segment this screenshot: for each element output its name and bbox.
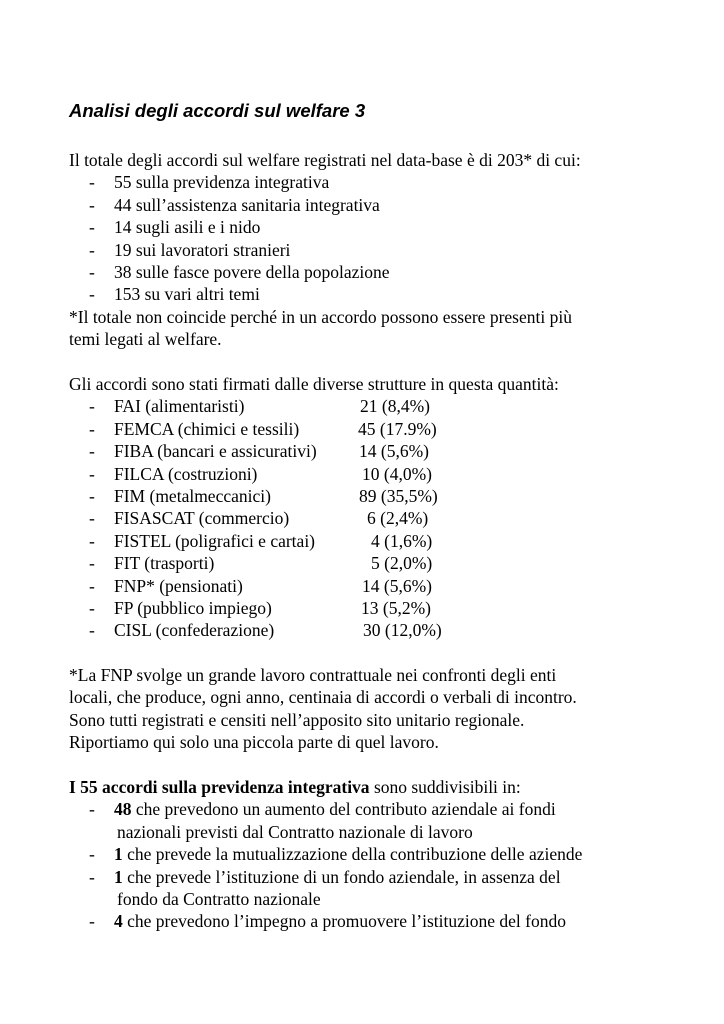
structures-intro: Gli accordi sono stati firmati dalle diverse strutture in questa quantità: xyxy=(69,374,559,394)
fnp-note-line-1: *La FNP svolge un grande lavoro contrattuale nei confronti degli enti xyxy=(69,665,557,685)
dash-marker: - xyxy=(89,553,95,574)
dash-marker: - xyxy=(89,463,95,484)
fnp-note-line-4: Riportiamo qui solo una piccola parte di quel lavoro. xyxy=(69,732,439,753)
item-count: 1 xyxy=(114,844,123,865)
document-title: Analisi degli accordi sul welfare 3 xyxy=(69,100,366,121)
dash-marker: - xyxy=(89,284,95,305)
structure-value: 5 (2,0%) xyxy=(371,553,433,574)
structure-value: 89 (35,5%) xyxy=(359,485,438,506)
structure-name: FAI (alimentaristi) xyxy=(114,396,245,417)
dash-marker: - xyxy=(89,194,95,215)
structure-value: 13 (5,2%) xyxy=(361,597,431,618)
dash-marker: - xyxy=(89,911,95,932)
dash-marker: - xyxy=(89,866,95,887)
document-page: Analisi degli accordi sul welfare 3 Il totale degli accordi sul welfare registrati nel data-base è di 203* di cui: - 55 sulla previdenza integrativa - 44 sull’assistenza sanitaria integrativa - 14 sugli asili e i nido - 19 sui lavoratori stranieri - 38 sulle fasce povere della popolazione - 153 su vari altri temi *Il totale non coincide perché in un accordo possono essere presenti più temi legati al welfare. Gli accordi sono stati firmati dalle diverse strutture in questa quantità: - FAI (alimentaristi) 21 (8,4%) - FEMCA (chimici e tessili) 45 (17.9%) - FIBA (bancari e assicurativi) 14 (5,6%) - FILCA (costruzioni) 10 (4,0%) - FIM (metalmeccanici) 89 (35,5%) - FISASCAT (commercio) 6 (2,4%) - FISTEL (poligrafici e cartai) 4 (1,6%) - FIT (trasporti) 5 (2,0%) - FNP* (pensionati) 14 (5,6%) - FP (pubblico impiego) 13 (5,2%) - CISL (confederazione) 30 (12,0%) *La FNP svolge un grande lavoro contrattuale nei confronti degli enti locali, che produce, ogni anno, centinaia di accordi o verbali di incontro. Sono tutti registrati e censiti nell’apposito sito unitario regionale. Riportiamo qui solo una piccola parte di quel lavoro. I 55 accordi sulla previdenza integrativa sono suddivisibili in: - 48 che prevedono un aumento del contributo aziendale ai fondi nazionali previsti dal Contratto nazionale di lavoro - 1 che prevede la mutualizzazione della contribuzione delle aziende - 1 che prevede l’istituzione di un fondo aziendale, in assenza del fondo da Contratto nazionale - 4 che prevedono l’impegno a promuovere l’istituzione del fondo xyxy=(69,100,583,932)
structure-name: FIBA (bancari e assicurativi) xyxy=(114,441,317,462)
item-count: 1 xyxy=(114,866,123,887)
fnp-note-line-2: locali, che produce, ogni anno, centinaia di accordi o verbali di incontro. xyxy=(69,687,577,708)
dash-marker: - xyxy=(89,575,95,596)
structure-value: 30 (12,0%) xyxy=(363,620,442,641)
list-item-continuation: fondo da Contratto nazionale xyxy=(117,889,321,909)
structure-name: FIT (trasporti) xyxy=(114,553,215,574)
structure-value: 10 (4,0%) xyxy=(362,463,432,484)
dash-marker: - xyxy=(89,396,95,417)
structure-value: 14 (5,6%) xyxy=(359,441,429,462)
total-note-line-1: *Il totale non coincide perché in un accordo possono essere presenti più xyxy=(69,306,572,327)
dash-marker: - xyxy=(89,418,95,439)
item-count: 4 xyxy=(114,911,123,932)
list-item-continuation: nazionali previsti dal Contratto nazionale di lavoro xyxy=(117,821,473,842)
item-count: 48 xyxy=(114,799,132,820)
structure-value: 4 (1,6%) xyxy=(371,530,433,551)
structure-value: 14 (5,6%) xyxy=(362,575,432,596)
dash-marker: - xyxy=(89,485,95,506)
structure-name: CISL (confederazione) xyxy=(114,620,275,641)
dash-marker: - xyxy=(89,530,95,551)
total-note-line-2: temi legati al welfare. xyxy=(69,329,222,350)
structure-name: FIM (metalmeccanici) xyxy=(114,485,271,506)
fnp-note-line-3: Sono tutti registrati e censiti nell’apposito sito unitario regionale. xyxy=(69,709,525,730)
previdenza-heading-rest: sono suddivisibili in: xyxy=(369,777,521,797)
structure-name: FNP* (pensionati) xyxy=(114,575,243,596)
intro-text: Il totale degli accordi sul welfare registrati nel data-base è di 203* di cui: xyxy=(69,150,581,170)
structure-name: FILCA (costruzioni) xyxy=(114,463,258,484)
dash-marker: - xyxy=(89,799,95,820)
dash-marker: - xyxy=(89,217,95,238)
previdenza-heading-bold: I 55 accordi sulla previdenza integrativa xyxy=(69,777,370,797)
dash-marker: - xyxy=(89,620,95,641)
structure-name: FEMCA (chimici e tessili) xyxy=(114,418,300,439)
structure-name: FISASCAT (commercio) xyxy=(114,508,290,529)
structure-value: 6 (2,4%) xyxy=(367,508,429,529)
dash-marker: - xyxy=(89,844,95,865)
structure-name: FP (pubblico impiego) xyxy=(114,597,272,618)
previdenza-heading xyxy=(69,776,521,798)
dash-marker: - xyxy=(89,597,95,618)
dash-marker: - xyxy=(89,508,95,529)
dash-marker: - xyxy=(89,441,95,462)
dash-marker: - xyxy=(89,239,95,260)
structure-name: FISTEL (poligrafici e cartai) xyxy=(114,530,316,551)
dash-marker: - xyxy=(89,261,95,282)
structure-value: 45 (17.9%) xyxy=(358,418,437,439)
structure-value: 21 (8,4%) xyxy=(360,396,430,417)
dash-marker: - xyxy=(89,172,95,193)
